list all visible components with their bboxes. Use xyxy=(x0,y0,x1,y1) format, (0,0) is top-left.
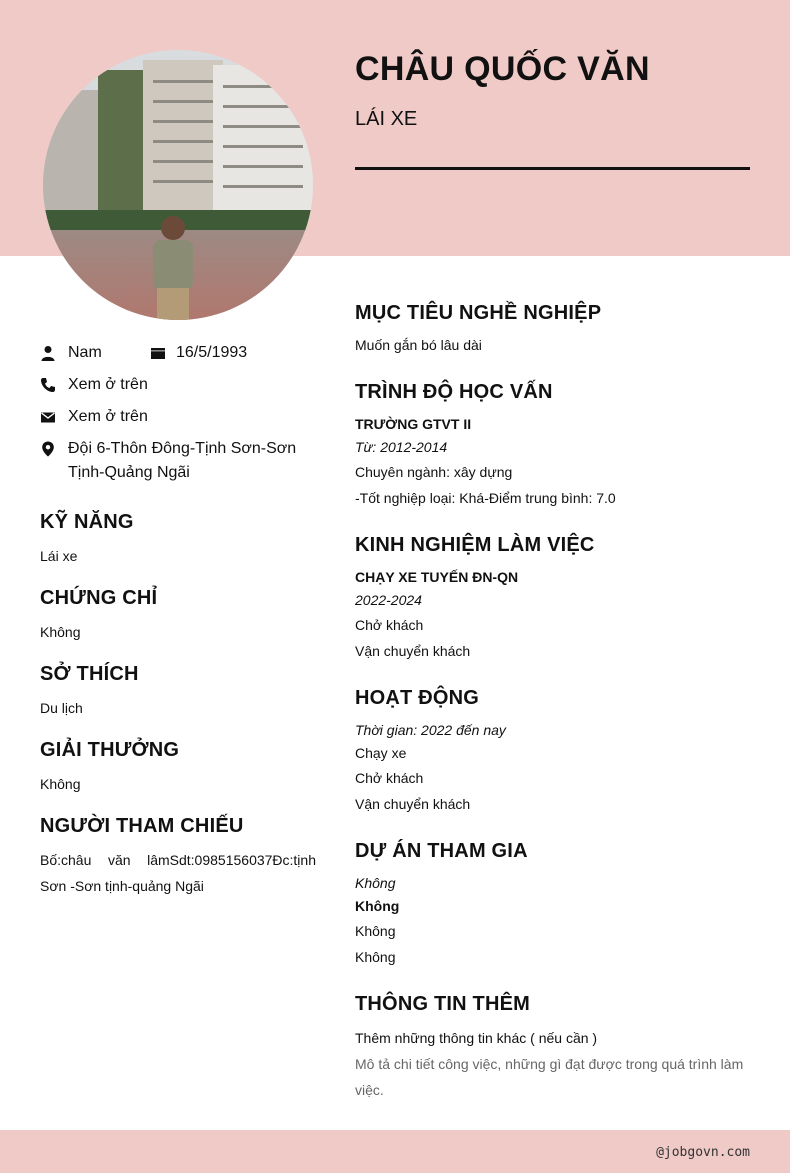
header-divider xyxy=(355,167,750,170)
candidate-name: CHÂU QUỐC VĂN xyxy=(355,50,650,88)
references-text xyxy=(40,847,316,899)
footer-brand: @jobgovn.com xyxy=(656,1145,750,1160)
address-line-2: Tịnh-Quảng Ngãi xyxy=(68,464,190,481)
phone-value: Xem ở trên xyxy=(68,376,148,393)
projects-line-2: Không xyxy=(355,898,400,914)
calendar-icon xyxy=(150,345,166,361)
education-major: Chuyên ngành: xây dựng xyxy=(355,464,513,480)
phone-row xyxy=(40,373,148,397)
job-title: LÁI XE xyxy=(355,108,418,130)
activities-period: Thời gian: 2022 đến nay xyxy=(355,722,506,738)
references-title: NGƯỜI THAM CHIẾU xyxy=(40,815,244,837)
more-info-line-1: Thêm những thông tin khác ( nếu cần ) xyxy=(355,1030,598,1046)
skills-title: KỸ NĂNG xyxy=(40,511,134,533)
activities-title: HOẠT ĐỘNG xyxy=(355,687,480,709)
activities-line-3: Vận chuyển khách xyxy=(355,796,471,812)
objective-text: Muốn gắn bó lâu dài xyxy=(355,337,482,353)
projects-line-4: Không xyxy=(355,949,396,965)
certificates-text: Không xyxy=(40,624,81,640)
experience-period: 2022-2024 xyxy=(355,592,422,608)
projects-line-3: Không xyxy=(355,923,396,939)
education-period: Từ: 2012-2014 xyxy=(355,439,448,455)
objective-title: MỤC TIÊU NGHỀ NGHIỆP xyxy=(355,302,602,324)
address-value xyxy=(68,437,296,485)
projects-line-1: Không xyxy=(355,875,396,891)
experience-title: KINH NGHIỆM LÀM VIỆC xyxy=(355,534,595,556)
birthday-value: 16/5/1993 xyxy=(176,344,248,361)
gender-row xyxy=(40,341,102,365)
location-pin-icon xyxy=(40,441,56,457)
references-line-2: Sơn -Sơn tịnh-quảng Ngãi xyxy=(40,878,204,894)
certificates-title: CHỨNG CHỈ xyxy=(40,587,158,609)
education-title: TRÌNH ĐỘ HỌC VẤN xyxy=(355,381,553,403)
experience-line-1: Chở khách xyxy=(355,617,424,633)
more-info-description: Mô tả chi tiết công việc, những gì đạt được trong quá trình làm việc. xyxy=(355,1056,744,1098)
education-grade: -Tốt nghiệp loại: Khá-Điểm trung bình: 7.0 xyxy=(355,490,616,506)
avatar xyxy=(43,50,313,320)
person-icon xyxy=(40,345,56,361)
address-line-1: Đội 6-Thôn Đông-Tịnh Sơn-Sơn xyxy=(68,440,297,457)
more-info-title: THÔNG TIN THÊM xyxy=(355,993,531,1015)
awards-title: GIẢI THƯỞNG xyxy=(40,739,180,761)
projects-title: DỰ ÁN THAM GIA xyxy=(355,840,528,862)
activities-line-1: Chạy xe xyxy=(355,745,407,761)
awards-text: Không xyxy=(40,776,81,792)
skills-text: Lái xe xyxy=(40,548,78,564)
email-icon xyxy=(40,409,56,425)
profile-photo xyxy=(43,50,313,320)
address-row xyxy=(40,437,296,485)
education-school: TRƯỜNG GTVT II xyxy=(355,416,472,432)
experience-position: CHẠY XE TUYẾN ĐN-QN xyxy=(355,569,519,585)
hobbies-title: SỞ THÍCH xyxy=(40,663,139,685)
hobbies-text: Du lịch xyxy=(40,700,83,716)
references-line-1: Bố:châu văn lâmSdt:0985156037Đc:tịnh xyxy=(40,852,316,868)
phone-icon xyxy=(40,377,56,393)
experience-line-2: Vận chuyển khách xyxy=(355,643,471,659)
email-row xyxy=(40,405,148,429)
activities-line-2: Chở khách xyxy=(355,770,424,786)
gender-value: Nam xyxy=(68,344,102,361)
email-value: Xem ở trên xyxy=(68,408,148,425)
birthday-row xyxy=(150,341,247,365)
